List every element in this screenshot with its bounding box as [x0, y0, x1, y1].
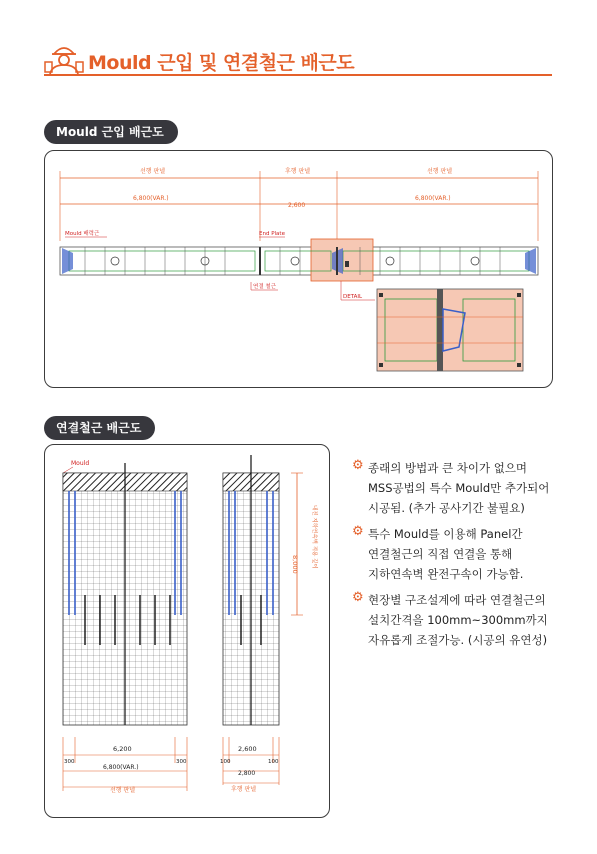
mould-drawing-panel — [44, 150, 553, 388]
gear-icon: ⚙ — [352, 590, 364, 605]
callout-connecting-rebar: 연결 철근 — [253, 284, 277, 290]
dim-right-panel: 후행 판넬 — [231, 786, 257, 793]
dim-value-lead-2: 6,800(VAR.) — [415, 195, 451, 202]
dim-right-edge-right: 100 — [268, 759, 279, 765]
rebar-drawing-panel — [44, 444, 330, 818]
callout-mould-rebar: Mould 배력근 — [65, 231, 100, 237]
dim-right-var: 2,800 — [238, 770, 256, 777]
label-mould: Mould — [71, 460, 90, 467]
section-heading-mould: Mould 근입 배근도 — [44, 120, 178, 144]
title-underline — [44, 74, 552, 76]
list-item — [352, 458, 582, 518]
bullet-text-2: 특수 Mould를 이용해 Panel간 연결철근의 직접 연결을 통해 지하연속벽 완전구속이 가능함. — [368, 527, 524, 581]
section-heading-rebar: 연결철근 배근도 — [44, 416, 155, 440]
dim-label-lead-1: 선행 판넬 — [140, 168, 166, 175]
dim-value-lead-1: 6,800(VAR.) — [133, 195, 169, 202]
dim-label-follow: 후행 판넬 — [285, 168, 311, 175]
gear-icon: ⚙ — [352, 458, 364, 473]
dim-right-edge-left: 100 — [220, 759, 231, 765]
rebar-elevation-drawing — [45, 445, 329, 817]
worker-icon — [44, 40, 84, 76]
dim-left-var: 6,800(VAR.) — [103, 764, 139, 771]
dim-left-edge-left: 300 — [64, 759, 75, 765]
dim-value-follow: 2,600 — [288, 202, 306, 209]
dim-height-note: 내진 지하연속벽 적용 깊이 — [311, 505, 317, 569]
gear-icon: ⚙ — [352, 524, 364, 539]
feature-list — [352, 458, 582, 650]
dim-right-total: 2,600 — [238, 745, 257, 753]
callout-detail: DETAIL — [343, 294, 363, 300]
dim-left-panel: 선행 판넬 — [110, 787, 136, 794]
dim-label-lead-2: 선행 판넬 — [427, 168, 453, 175]
mould-plan-drawing — [45, 151, 552, 387]
list-item — [352, 590, 582, 650]
bullet-text-3: 현장별 구조설계에 따라 연결철근의 설치간격을 100mm~300mm까지 자유롭게 조절가능. (시공의 유연성) — [368, 593, 548, 647]
bullet-text-1: 종래의 방법과 큰 차이가 없으며 MSS공법의 특수 Mould만 추가되어 시공됨. (추가 공사기간 불필요) — [368, 461, 550, 515]
page-title: Mould 근입 및 연결철근 배근도 — [88, 52, 355, 74]
dim-left-edge-right: 300 — [176, 759, 187, 765]
dim-left-total: 6,200 — [113, 745, 132, 753]
callout-end-plate: End Plate — [259, 231, 285, 237]
dim-height: 8,000 — [291, 555, 299, 574]
list-item — [352, 524, 582, 584]
